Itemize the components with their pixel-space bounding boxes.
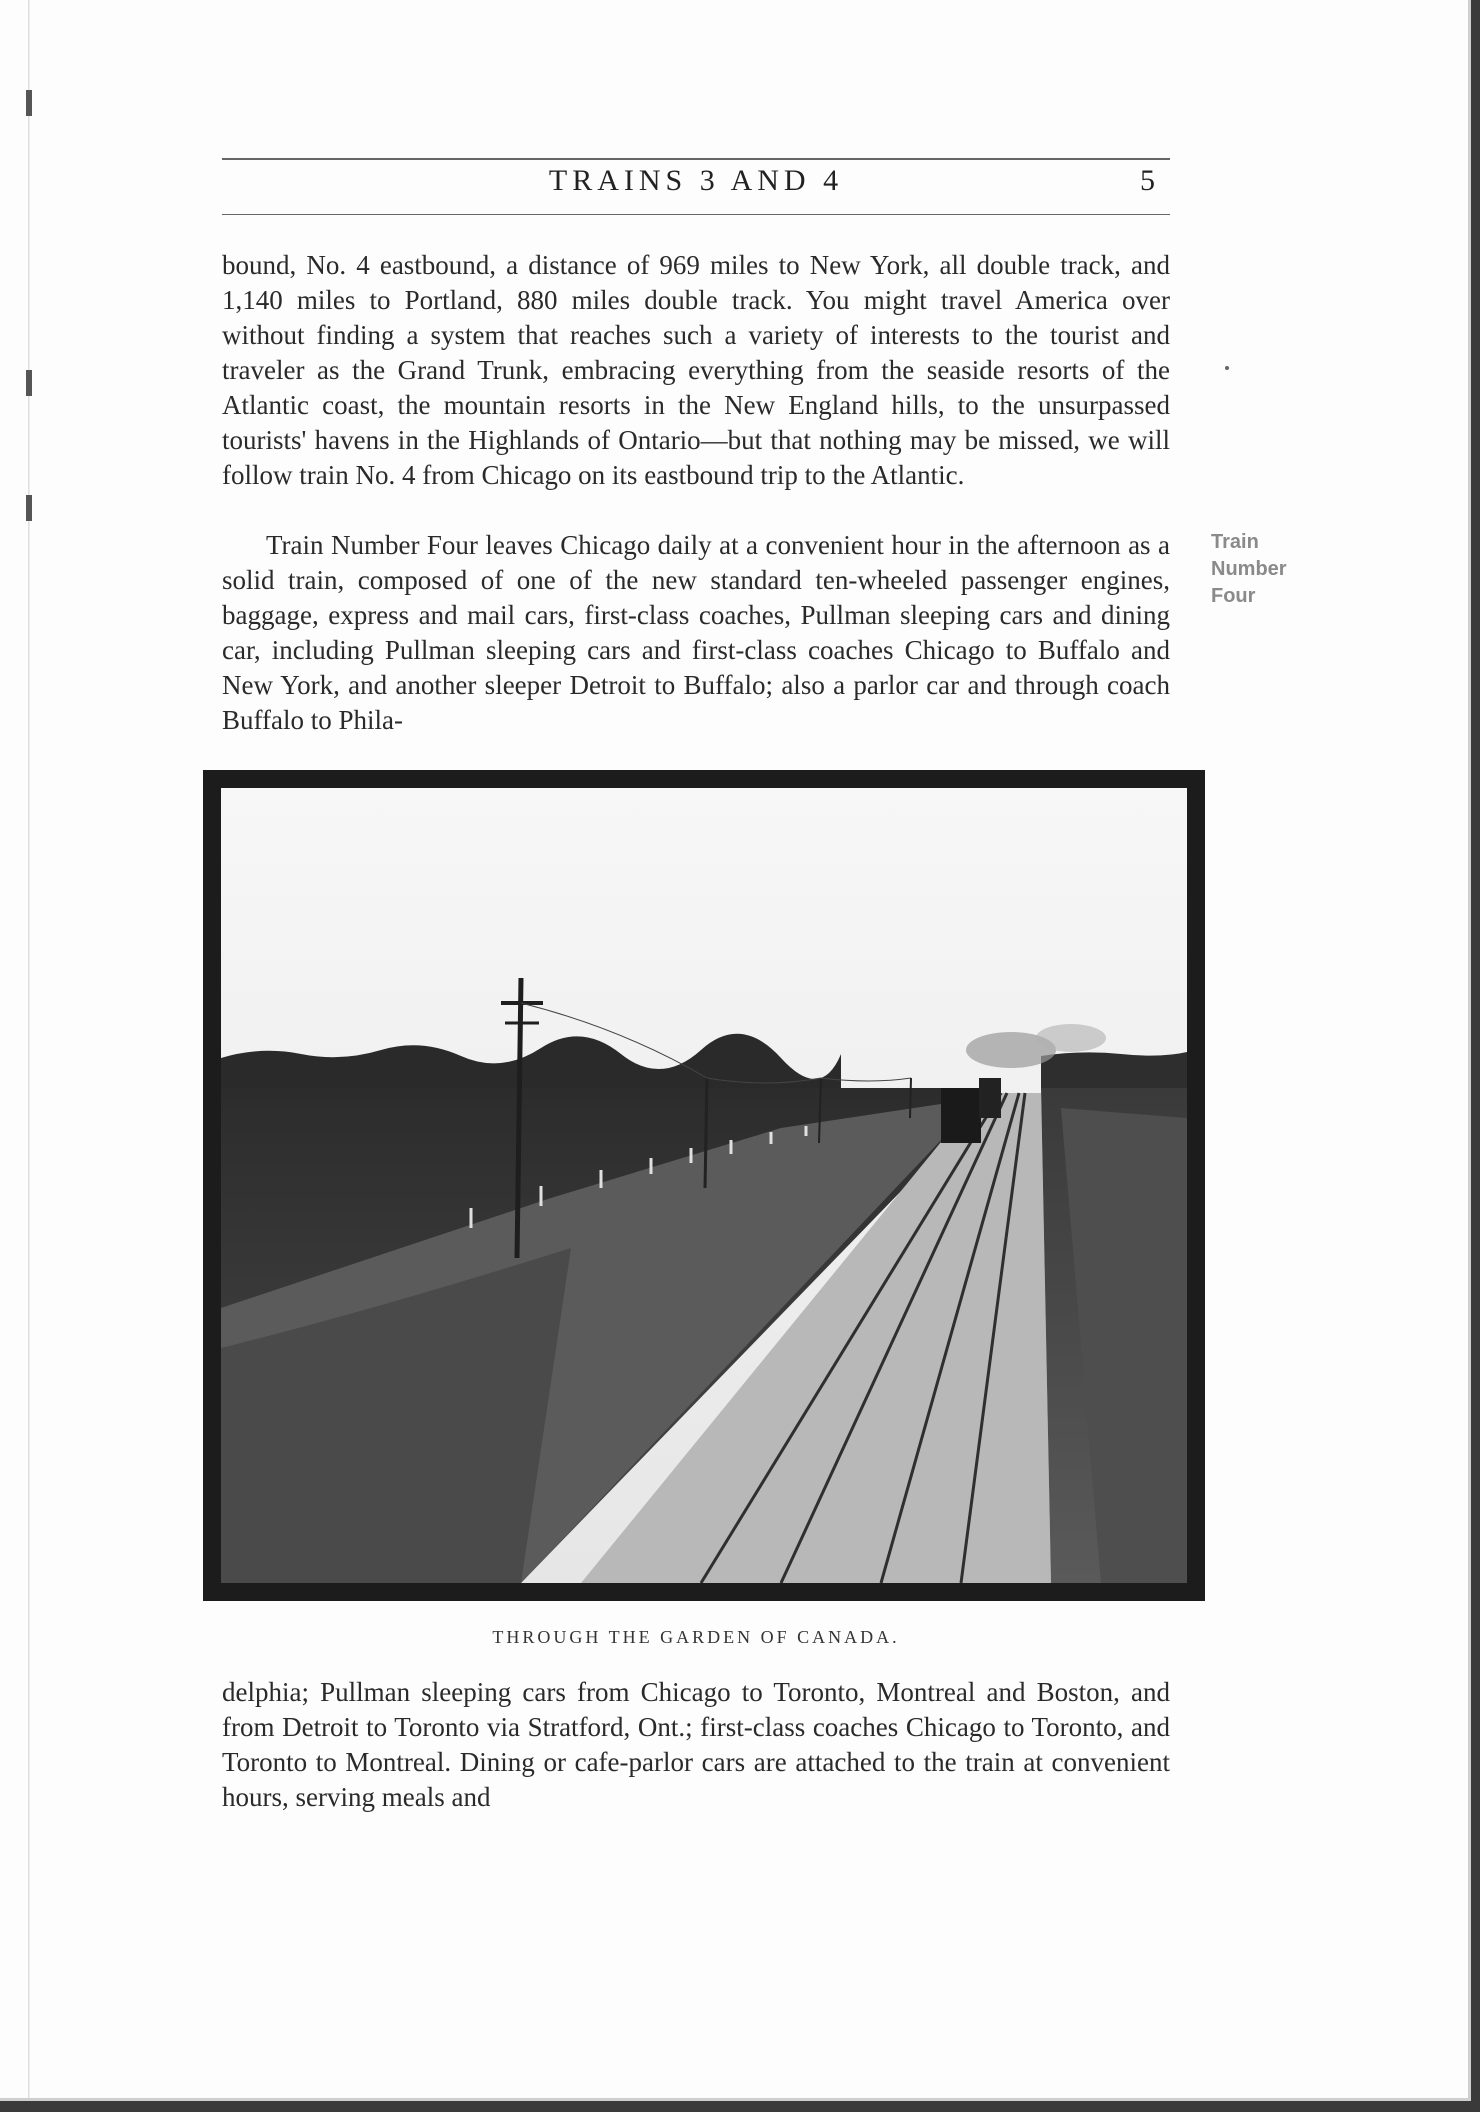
page-speck xyxy=(1225,366,1229,370)
header-bottom-rule xyxy=(222,214,1170,215)
paragraph-text: Train Number Four leaves Chicago daily at a convenient hour in the afternoon as a solid train, composed of one of the new standard ten-wheeled passenger engines, baggage, express and mail cars, first-class coaches, Pullman sleeping cars and dining car, including Pullman sleeping cars and first-class coaches Chicago to Buffalo and New York, and another sleeper Detroit to Buffalo; also a parlor car and through coach Buffalo to Phila- xyxy=(222,530,1170,735)
page-spine xyxy=(28,0,30,2098)
photo-frame xyxy=(203,770,1205,1601)
spine-mark xyxy=(26,495,32,521)
page-number: 5 xyxy=(1140,164,1155,197)
spine-mark xyxy=(26,370,32,396)
margin-note-line: Number xyxy=(1211,558,1287,580)
margin-note xyxy=(1211,529,1287,610)
paragraph-3 xyxy=(222,1675,1170,1815)
paragraph-text: delphia; Pullman sleeping cars from Chicago to Toronto, Montreal and Boston, and from Detroit to Toronto via Stratford, Ont.; first-class coaches Chicago to Toronto, and Toronto to Montreal. Dining or cafe-parlor cars are attached to the train at convenient hours, serving meals and xyxy=(222,1677,1170,1812)
running-header: TRAINS 3 AND 4 xyxy=(548,164,844,197)
margin-note-line: Train xyxy=(1211,531,1259,553)
spine-mark xyxy=(26,90,32,116)
header-top-rule xyxy=(222,158,1170,160)
photo-caption: THROUGH THE GARDEN OF CANADA. xyxy=(492,1627,900,1647)
paragraph-1 xyxy=(222,248,1170,493)
paragraph-text: bound, No. 4 eastbound, a distance of 969 miles to New York, all double track, and 1,140 miles to Portland, 880 miles double track. You might travel America over without finding a system that reaches such a variety of interests to the tourist and traveler as the Grand Trunk, embracing everything from the seaside resorts of the Atlantic coast, the mountain resorts in the New England hills, to the unsurpassed tourists' havens in the Highlands of Ontario—but that nothing may be missed, we will follow train No. 4 from Chicago on its eastbound trip to the Atlantic. xyxy=(222,250,1170,490)
railway-photo xyxy=(221,788,1187,1583)
margin-note-line: Four xyxy=(1211,585,1256,607)
paragraph-2 xyxy=(222,528,1170,738)
